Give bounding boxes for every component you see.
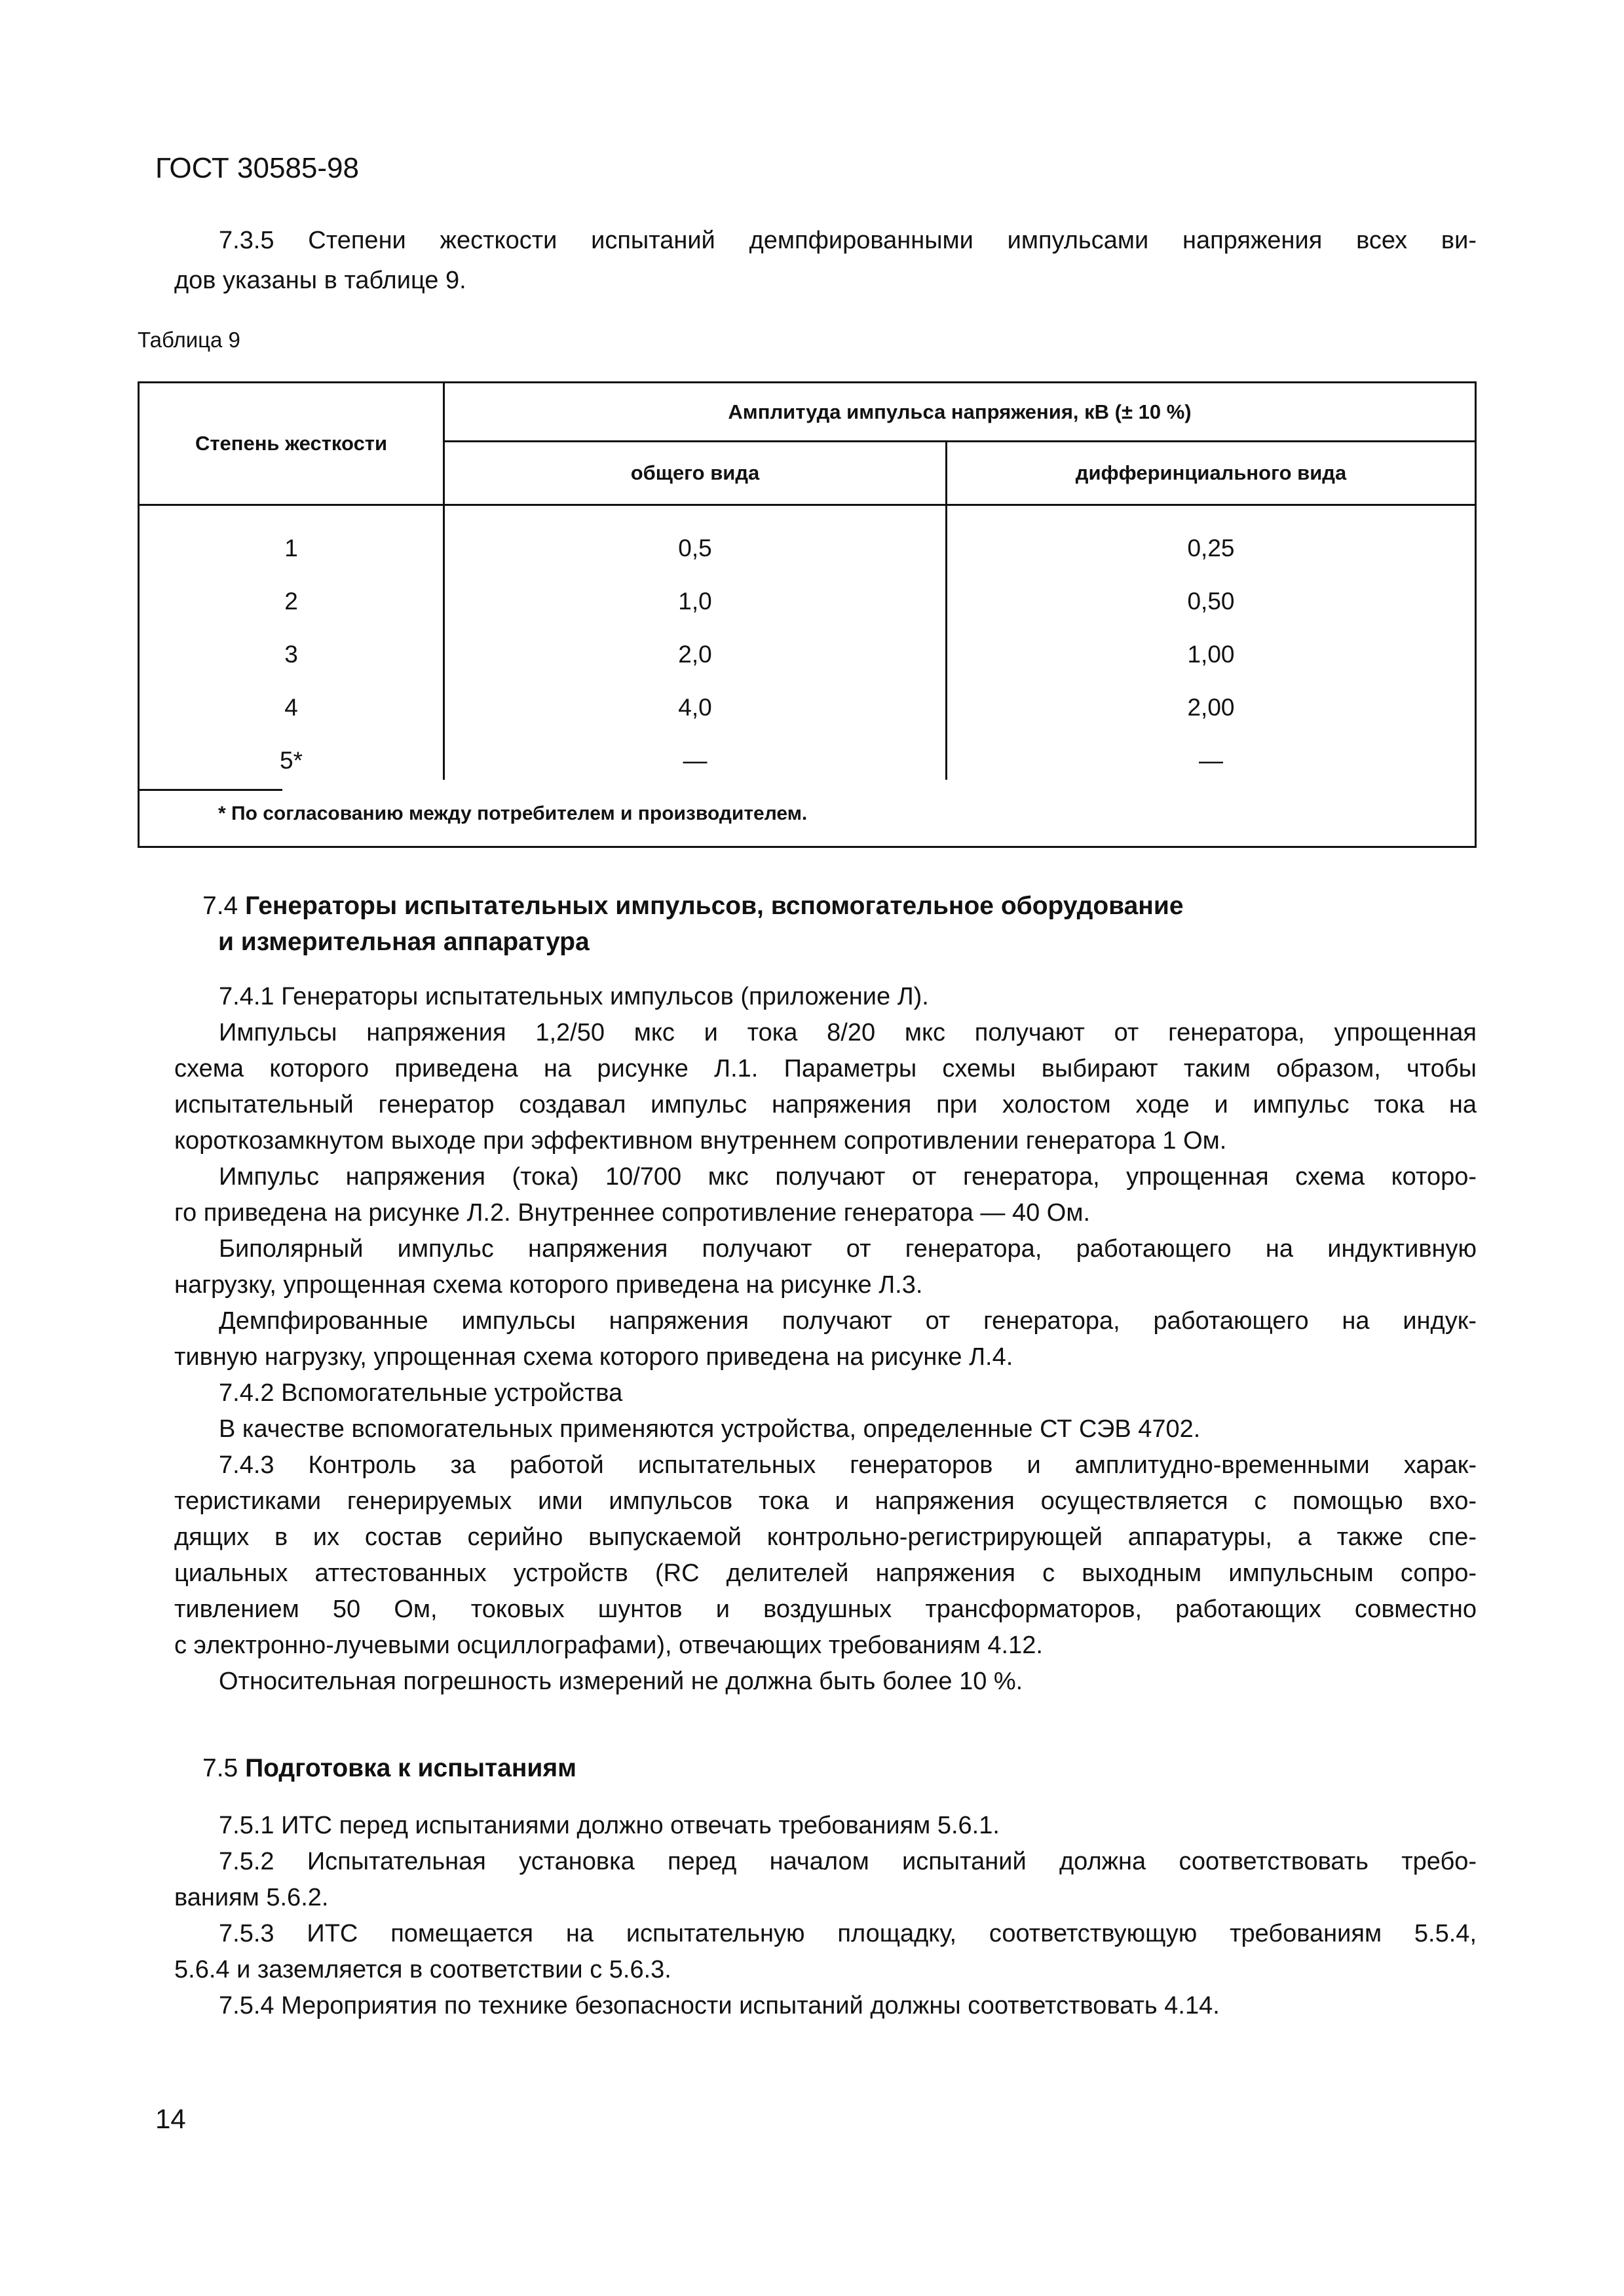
text-line: В качестве вспомогательных применяются устройства, определенные СТ СЭВ 4702. (219, 1415, 1201, 1443)
text-line: тивлением 50 Ом, токовых шунтов и воздушных трансформаторов, работающих совместно (174, 1596, 1477, 1623)
text-line: дов указаны в таблице 9. (174, 267, 466, 294)
text-line: схема которого приведена на рисунке Л.1. Параметры схемы выбирают таким образом, чтобы (174, 1055, 1477, 1082)
table-cell-diff: 1,00 (1187, 641, 1235, 668)
heading-title-line1: Генераторы испытательных импульсов, вспомогательное оборудование (245, 892, 1184, 920)
text-line: Импульс напряжения (тока) 10/700 мкс получают от генератора, упрощенная схема которо- (219, 1163, 1477, 1191)
table-cell-level: 1 (284, 535, 298, 562)
header-common: общего вида (630, 461, 760, 484)
text-line: го приведена на рисунке Л.2. Внутреннее сопротивление генератора — 40 Ом. (174, 1199, 1091, 1227)
document-header: ГОСТ 30585-98 (155, 152, 359, 184)
header-differential: дифферинциального вида (1075, 461, 1347, 484)
table-cell-common: 2,0 (678, 641, 712, 668)
footnote-rule (140, 789, 282, 791)
heading-title: Подготовка к испытаниям (245, 1754, 576, 1782)
text-line: испытательный генератор создавал импульс напряжения при холостом ходе и импульс тока на (174, 1091, 1477, 1119)
table-cell-common: — (683, 747, 708, 774)
table-cell-level: 3 (284, 641, 298, 668)
heading-number: 7.5 (202, 1754, 238, 1782)
paragraph-7-3-5 (174, 221, 1477, 301)
heading-number: 7.4 (202, 892, 238, 920)
table-9 (138, 381, 1477, 848)
table-cell-common: 1,0 (678, 588, 712, 615)
text-line: с электронно-лучевыми осциллографами), отвечающих требованиям 4.12. (174, 1632, 1043, 1659)
header-severity: Степень жесткости (195, 432, 388, 455)
table-cell-level: 2 (284, 588, 298, 615)
text-line: 5.6.4 и заземляется в соответствии с 5.6.3. (174, 1956, 671, 1983)
table-cell-diff: 0,50 (1187, 588, 1235, 615)
text-line: 7.3.5 Степени жесткости испытаний демпфированными импульсами напряжения всех ви- (219, 227, 1477, 254)
text-line: 7.5.4 Мероприятия по технике безопасности испытаний должны соответствовать 4.14. (219, 1992, 1220, 2019)
text-line: 7.5.3 ИТС помещается на испытательную площадку, соответствующую требованиям 5.5.4, (219, 1920, 1477, 1947)
header-amplitude: Амплитуда импульса напряжения, кВ (± 10 %) (728, 400, 1192, 423)
table-cell-level: 5* (280, 747, 303, 774)
table-cell-common: 4,0 (678, 694, 712, 721)
section-7-5-body (174, 1808, 1477, 2024)
text-line: Относительная погрешность измерений не должна быть более 10 %. (219, 1668, 1023, 1695)
text-line: ваниям 5.6.2. (174, 1884, 329, 1911)
heading-title-line2: и измерительная аппаратура (218, 928, 590, 956)
table-cell-level: 4 (284, 694, 298, 721)
text-line: короткозамкнутом выходе при эффективном внутреннем сопротивлении генератора 1 Ом. (174, 1127, 1227, 1155)
text-line: 7.4.1 Генераторы испытательных импульсов (приложение Л). (219, 983, 929, 1010)
table-cell-common: 0,5 (678, 535, 712, 562)
text-line: Биполярный импульс напряжения получают от генератора, работающего на индуктивную (219, 1235, 1477, 1263)
text-line: нагрузку, упрощенная схема которого приведена на рисунке Л.3. (174, 1271, 923, 1299)
text-line: дящих в их состав серийно выпускаемой контрольно-регистрирующей аппаратуры, а также спе- (174, 1523, 1477, 1551)
text-line: тивную нагрузку, упрощенная схема которого приведена на рисунке Л.4. (174, 1343, 1013, 1371)
text-line: циальных аттестованных устройств (RC делителей напряжения с выходным импульсным сопро- (174, 1559, 1477, 1587)
text-line: 7.5.1 ИТС перед испытаниями должно отвечать требованиям 5.6.1. (219, 1812, 1000, 1839)
section-7-4-body (174, 979, 1477, 1700)
header-bottom-rule (140, 504, 1475, 506)
table-footnote: * По согласованию между потребителем и производителем. (218, 803, 808, 824)
text-line: теристиками генерируемых ими импульсов тока и напряжения осуществляется с помощью вхо- (174, 1487, 1477, 1515)
heading-7-5 (202, 1750, 576, 1786)
heading-7-4 (202, 888, 1184, 960)
text-line: Импульсы напряжения 1,2/50 мкс и тока 8/20 мкс получают от генератора, упрощенная (219, 1019, 1477, 1046)
table-cell-diff: 0,25 (1187, 535, 1235, 562)
table-cell-diff: 2,00 (1187, 694, 1235, 721)
text-line: Демпфированные импульсы напряжения получают от генератора, работающего на индук- (219, 1307, 1477, 1335)
table-label: Таблица 9 (138, 328, 240, 352)
text-line: 7.4.3 Контроль за работой испытательных генераторов и амплитудно-временными харак- (219, 1451, 1477, 1479)
table-cell-diff: — (1199, 747, 1223, 774)
page-number: 14 (155, 2103, 186, 2134)
text-line: 7.4.2 Вспомогательные устройства (219, 1379, 623, 1407)
text-line: 7.5.2 Испытательная установка перед началом испытаний должна соответствовать требо- (219, 1848, 1477, 1875)
